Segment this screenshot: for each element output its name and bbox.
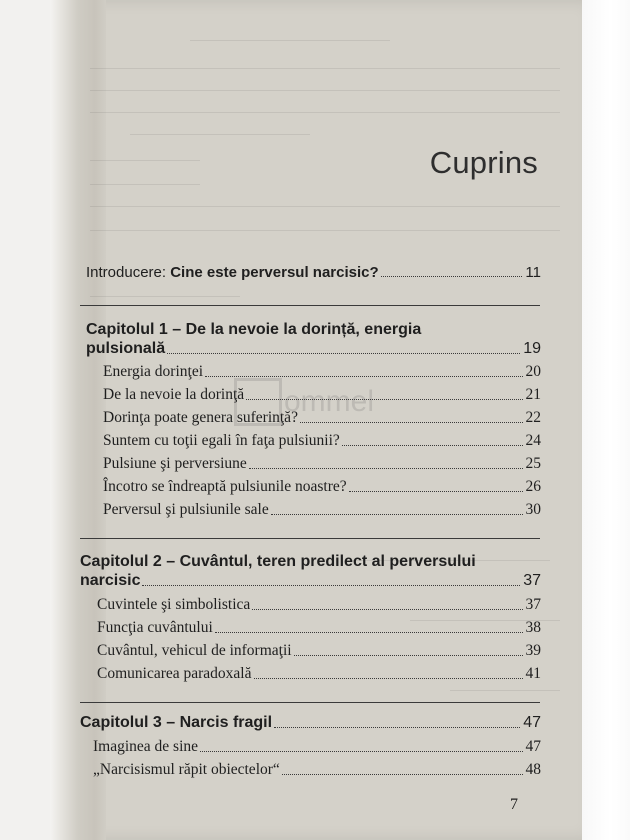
leader-dots (254, 678, 523, 679)
leader-dots (342, 445, 523, 446)
section-page-number: 30 (525, 501, 541, 518)
section-title: Imaginea de sine (93, 738, 199, 755)
section-page-number: 26 (525, 478, 541, 495)
separator-line (80, 702, 540, 703)
section-title: „Narcisismul răpit obiectelor“ (93, 761, 280, 778)
chapter-2-heading-cont[interactable] (80, 572, 541, 590)
chapter-1-heading-cont[interactable] (86, 340, 541, 358)
section-title: De la nevoie la dorinţă (103, 386, 245, 403)
section-page-number: 24 (525, 432, 541, 449)
section-title: Cuvântul, vehicul de informaţii (97, 642, 292, 659)
toc-section-entry[interactable] (103, 478, 541, 496)
toc-section-entry[interactable] (97, 596, 541, 614)
leader-dots (294, 655, 523, 656)
toc-section-entry[interactable] (103, 363, 541, 381)
section-page-number: 37 (525, 596, 541, 613)
intro-prefix: Introducere: (86, 264, 167, 281)
chapter-1-page-number: 19 (523, 340, 541, 357)
toc-section-entry[interactable] (93, 761, 541, 779)
toc-section-entry[interactable] (103, 386, 541, 404)
toc-section-entry[interactable] (97, 665, 541, 683)
leader-dots (246, 399, 522, 400)
separator-line (80, 305, 540, 306)
chapter-1-title: De la nevoie la dorință, energia (185, 321, 422, 338)
section-title: Pulsiune şi perversiune (103, 455, 247, 472)
toc-section-entry[interactable] (97, 619, 541, 637)
section-page-number: 25 (525, 455, 541, 472)
chapter-2-title: Cuvântul, teren predilect al perversului (179, 553, 476, 570)
intro-title: Cine este perversul narcisic? (170, 264, 379, 281)
leader-dots (381, 276, 523, 277)
section-page-number: 21 (525, 386, 541, 403)
leader-dots (252, 609, 522, 610)
chapter-3-heading[interactable] (80, 714, 541, 732)
section-title: Cuvintele şi simbolistica (97, 596, 251, 613)
chapter-1-number: Capitolul 1 – (86, 321, 182, 338)
intro-page-number: 11 (525, 264, 541, 281)
separator-line (80, 538, 540, 539)
section-page-number: 47 (525, 738, 541, 755)
section-page-number: 41 (525, 665, 541, 682)
page-edge (582, 0, 630, 840)
watermark-wordmark: ommel (284, 385, 375, 418)
section-title: Încotro se îndreaptă pulsiunile noastre? (103, 478, 347, 495)
chapter-2-heading[interactable] (80, 553, 476, 571)
leader-dots (142, 585, 520, 586)
toc-section-entry[interactable] (103, 409, 541, 427)
section-title: Comunicarea paradoxală (97, 665, 252, 682)
section-page-number: 39 (525, 642, 541, 659)
chapter-2-number: Capitolul 2 – (80, 553, 176, 570)
chapter-2-title-cont: narcisic (80, 572, 141, 589)
leader-dots (167, 353, 520, 354)
chapter-1-title-cont: pulsională (86, 340, 166, 357)
toc-section-entry[interactable] (97, 642, 541, 660)
page-number-folio: 7 (510, 796, 518, 813)
leader-dots (200, 751, 522, 752)
chapter-1-heading[interactable] (86, 321, 421, 339)
section-page-number: 22 (525, 409, 541, 426)
chapter-3-title: Narcis fragil (179, 714, 273, 731)
section-title: Funcţia cuvântului (97, 619, 213, 636)
toc-entry-introduction[interactable] (86, 264, 541, 281)
toc-section-entry[interactable] (103, 432, 541, 450)
toc-section-entry[interactable] (103, 501, 541, 519)
section-title: Energia dorinţei (103, 363, 204, 380)
page-title: Cuprins (429, 145, 538, 180)
section-title: Suntem cu toţii egali în faţa pulsiunii? (103, 432, 340, 449)
section-page-number: 48 (525, 761, 541, 778)
toc-section-entry[interactable] (93, 738, 541, 756)
section-page-number: 38 (525, 619, 541, 636)
leader-dots (300, 422, 523, 423)
toc-section-entry[interactable] (103, 455, 541, 473)
leader-dots (249, 468, 523, 469)
leader-dots (271, 514, 523, 515)
leader-dots (282, 774, 523, 775)
leader-dots (205, 376, 522, 377)
section-title: Dorinţa poate genera suferinţă? (103, 409, 298, 426)
leader-dots (215, 632, 523, 633)
section-title: Perversul şi pulsiunile sale (103, 501, 269, 518)
chapter-2-page-number: 37 (523, 572, 541, 589)
chapter-3-number: Capitolul 3 – (80, 714, 176, 731)
leader-dots (349, 491, 523, 492)
section-page-number: 20 (525, 363, 541, 380)
leader-dots (274, 727, 520, 728)
chapter-3-page-number: 47 (523, 714, 541, 731)
